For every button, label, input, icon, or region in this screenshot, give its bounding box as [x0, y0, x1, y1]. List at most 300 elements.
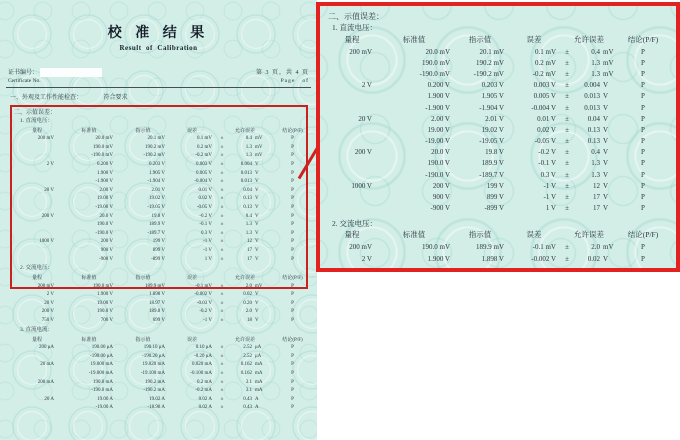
- standard-value-cell: 0.200 V: [96, 162, 113, 168]
- allowed-error-unit: V: [255, 179, 259, 185]
- indicated-value-cell: 19.02 V: [148, 196, 165, 202]
- allowed-error-unit: V: [603, 81, 609, 90]
- allowed-error-unit: V: [603, 204, 609, 213]
- allowed-error-cell: [216, 257, 274, 262]
- table-row: [328, 169, 668, 180]
- plus-minus-sign: ±: [565, 254, 569, 263]
- conclusion-cell: P: [291, 405, 294, 411]
- indicated-value-cell: -19.05 V: [479, 137, 504, 146]
- page-subtitle: Result of Calibration: [119, 44, 198, 52]
- table-row: [14, 282, 311, 291]
- error-cell: 0.003 V: [533, 81, 556, 90]
- table-header-row: [14, 273, 311, 282]
- range-cell: 200 V: [41, 213, 54, 219]
- allowed-error-value: 1.3: [245, 153, 252, 159]
- conclusion-cell: P: [291, 230, 294, 236]
- allowed-error-unit: V: [255, 162, 259, 168]
- allowed-error-value: 0.4: [591, 47, 600, 56]
- indicated-value-cell: -1.904 V: [479, 103, 504, 112]
- result-section: [14, 327, 311, 412]
- header-conclusion: 结论(P/F): [282, 337, 303, 343]
- indicated-value-cell: -190.20 μA: [142, 353, 165, 359]
- allowed-error-value: 0.4: [591, 148, 600, 157]
- allowed-error-cell: [560, 48, 618, 56]
- error-cell: -0.1 mV: [532, 242, 556, 251]
- plus-minus-sign: ±: [220, 196, 224, 202]
- error-cell: -0.2 mV: [532, 69, 556, 78]
- standard-value-cell: 19.00 V: [427, 125, 450, 134]
- table-row: [14, 291, 311, 300]
- allowed-error-unit: A: [255, 405, 259, 411]
- table-row: [328, 102, 668, 113]
- table-rows: [14, 135, 311, 264]
- standard-value-cell: 1.900 V: [427, 254, 450, 263]
- table-rows: [14, 282, 311, 325]
- allowed-error-cell: [216, 405, 274, 410]
- header-conclusion: 结论(P/F): [282, 276, 303, 282]
- allowed-error-value: 2.0: [245, 283, 252, 289]
- allowed-error-value: 2.52: [243, 353, 252, 359]
- allowed-error-unit: V: [255, 300, 259, 306]
- conclusion-cell: P: [641, 137, 645, 146]
- section-title: 1. 直流电压：: [332, 23, 377, 32]
- table-row: [14, 255, 311, 264]
- header-range: 量程: [344, 230, 360, 240]
- allowed-error-value: 0.43: [243, 405, 252, 411]
- result-sections: [14, 118, 311, 412]
- conclusion-cell: P: [291, 345, 294, 351]
- table-row: [14, 299, 311, 308]
- allowed-error-cell: [560, 171, 618, 179]
- allowed-error-value: 0.013: [584, 92, 600, 101]
- allowed-error-value: 0.02: [587, 254, 600, 263]
- appearance-check-line: [10, 92, 317, 101]
- indicated-value-cell: 199 V: [152, 239, 165, 245]
- allowed-error-value: 0.004: [240, 162, 252, 168]
- error-cell: 0.2 mV: [535, 58, 556, 67]
- table-row: [328, 158, 668, 169]
- allowed-error-cell: [216, 354, 274, 359]
- plus-minus-sign: ±: [220, 153, 224, 159]
- conclusion-cell: P: [641, 58, 645, 67]
- range-cell: 200 V: [354, 148, 372, 157]
- plus-minus-sign: ±: [220, 362, 224, 368]
- header-error: 误差: [186, 337, 197, 343]
- conclusion-cell: P: [641, 204, 645, 213]
- allowed-error-cell: [216, 179, 274, 184]
- plus-minus-sign: ±: [565, 181, 569, 190]
- header-allowed-error: 允许误差: [234, 276, 255, 282]
- error-cell: -1 V: [203, 239, 212, 245]
- plus-minus-sign: ±: [220, 187, 224, 193]
- table-header-row: [328, 229, 668, 241]
- conclusion-cell: P: [291, 213, 294, 219]
- conclusion-cell: P: [291, 396, 294, 402]
- result-section: [14, 118, 311, 263]
- standard-value-cell: 190.0 V: [96, 222, 113, 228]
- indicated-value-cell: -190.2 mA: [143, 388, 165, 394]
- table-row: [14, 386, 311, 395]
- table-row: [14, 404, 311, 413]
- standard-value-cell: -190.0 mA: [91, 388, 113, 394]
- conclusion-cell: P: [291, 205, 294, 211]
- header-indicated-value: 指示值: [468, 35, 492, 44]
- error-cell: -0.004 V: [531, 103, 556, 112]
- standard-value-cell: 200 V: [100, 239, 113, 245]
- table-row: [328, 136, 668, 147]
- indicated-value-cell: 189.9 mV: [476, 242, 504, 251]
- header-allowed-error: 允许误差: [234, 337, 255, 343]
- standard-value-cell: 190.0 mV: [422, 242, 450, 251]
- error-cell: 0.1 mV: [197, 136, 212, 142]
- plus-minus-sign: ±: [565, 103, 569, 112]
- allowed-error-value: 12: [247, 239, 252, 245]
- error-cell: -0.2 mA: [195, 388, 212, 394]
- table-row: [14, 169, 311, 178]
- plus-minus-sign: ±: [565, 159, 569, 168]
- standard-value-cell: -900 V: [99, 256, 113, 262]
- table-row: [14, 343, 311, 352]
- allowed-error-cell: [216, 362, 274, 367]
- allowed-error-unit: mV: [603, 242, 614, 251]
- error-cell: 0.2 mA: [197, 379, 212, 385]
- indicated-value-cell: 190.2 mA: [145, 379, 165, 385]
- allowed-error-cell: [216, 248, 274, 253]
- allowed-error-value: 2.0: [591, 242, 600, 251]
- cert-no-label-cn: 证书编号：: [8, 69, 39, 76]
- indicated-value-cell: -1.904 V: [147, 179, 165, 185]
- header-error: 误差: [186, 128, 197, 134]
- conclusion-cell: P: [291, 179, 294, 185]
- plus-minus-sign: ±: [565, 148, 569, 157]
- allowed-error-unit: V: [603, 254, 609, 263]
- range-cell: 200 mV: [349, 47, 372, 56]
- table-row: [14, 229, 311, 238]
- conclusion-cell: P: [291, 170, 294, 176]
- plus-minus-sign: ±: [220, 292, 224, 298]
- plus-minus-sign: ±: [220, 239, 224, 245]
- allowed-error-unit: V: [255, 187, 259, 193]
- standard-value-cell: 2.00 V: [99, 187, 113, 193]
- allowed-error-unit: V: [255, 248, 259, 254]
- indicated-value-cell: 0.203 V: [481, 81, 504, 90]
- error-cell: 0.003 V: [195, 162, 212, 168]
- conclusion-cell: P: [641, 92, 645, 101]
- conclusion-cell: P: [291, 388, 294, 394]
- allowed-error-cell: [560, 255, 618, 263]
- allowed-error-unit: A: [255, 396, 259, 402]
- table-header-row: [328, 33, 668, 46]
- indicated-value-cell: 699 V: [152, 318, 165, 324]
- section-title: 2. 交流电压：: [20, 265, 54, 272]
- conclusion-cell: P: [291, 196, 294, 202]
- table-row: [328, 180, 668, 191]
- allowed-error-unit: V: [603, 170, 609, 179]
- conclusion-cell: P: [291, 353, 294, 359]
- allowed-error-cell: [216, 136, 274, 141]
- error-cell: -0.2 V: [199, 309, 212, 315]
- certificate-page: [0, 0, 317, 440]
- allowed-error-unit: μA: [255, 345, 262, 351]
- plus-minus-sign: ±: [565, 204, 569, 213]
- conclusion-cell: P: [291, 362, 294, 368]
- table-header-row: [14, 126, 311, 135]
- error-cell: -0.05 V: [196, 205, 212, 211]
- indicated-value-cell: -18.98 A: [147, 405, 165, 411]
- allowed-error-value: 17: [247, 248, 252, 254]
- allowed-error-cell: [560, 70, 618, 78]
- section-title: 2. 交流电压：: [332, 218, 377, 228]
- allowed-error-cell: [216, 301, 274, 306]
- standard-value-cell: -1.900 V: [425, 103, 450, 112]
- allowed-error-unit: V: [255, 309, 259, 315]
- allowed-error-unit: V: [603, 159, 609, 168]
- plus-minus-sign: ±: [565, 125, 569, 134]
- allowed-error-unit: V: [603, 193, 609, 202]
- plus-minus-sign: ±: [220, 309, 224, 315]
- table-row: [328, 147, 668, 158]
- standard-value-cell: 190.00 μA: [91, 345, 113, 351]
- indicated-value-cell: 189.8 V: [148, 309, 165, 315]
- table-row: [14, 369, 311, 378]
- allowed-error-unit: mV: [603, 58, 614, 67]
- range-cell: 2 V: [361, 81, 372, 90]
- allowed-error-unit: V: [603, 125, 609, 134]
- allowed-error-value: 0.04: [243, 187, 252, 193]
- zoom-panel: [316, 2, 680, 272]
- allowed-error-unit: V: [255, 170, 259, 176]
- header-indicated-value: 指示值: [135, 128, 151, 134]
- indication-error-heading: 二、示值误差：: [14, 110, 57, 116]
- range-cell: 20 V: [358, 114, 372, 123]
- indicated-value-cell: -190.2 mV: [143, 153, 165, 159]
- conclusion-cell: P: [291, 136, 294, 142]
- range-cell: 20 mA: [40, 362, 54, 368]
- range-cell: 20 V: [44, 187, 54, 193]
- section-title: 1. 直流电压：: [20, 118, 54, 124]
- plus-minus-sign: ±: [220, 248, 224, 254]
- standard-value-cell: -19.00 V: [425, 137, 450, 146]
- error-cell: -0.2 V: [538, 148, 556, 157]
- allowed-error-value: 0.013: [240, 179, 252, 185]
- conclusion-cell: P: [641, 69, 645, 78]
- allowed-error-cell: [216, 145, 274, 150]
- standard-value-cell: 19.00 A: [97, 396, 113, 402]
- allowed-error-unit: mV: [255, 153, 263, 159]
- header-standard-value: 标准值: [81, 128, 97, 134]
- allowed-error-unit: mV: [255, 144, 263, 150]
- header-error: 误差: [186, 276, 197, 282]
- plus-minus-sign: ±: [220, 179, 224, 185]
- header-conclusion: 结论(P/F): [282, 128, 303, 134]
- plus-minus-sign: ±: [220, 353, 224, 359]
- error-cell: 0.005 V: [533, 92, 556, 101]
- table-row: [14, 361, 311, 370]
- plus-minus-sign: ±: [565, 193, 569, 202]
- indicated-value-cell: 190.10 μA: [143, 345, 165, 351]
- allowed-error-value: 17: [247, 256, 252, 262]
- error-cell: 0.02 A: [198, 405, 212, 411]
- error-cell: 1 V: [204, 256, 212, 262]
- allowed-error-cell: [560, 104, 618, 112]
- header-range: 量程: [31, 337, 42, 343]
- range-cell: 20 A: [44, 396, 54, 402]
- conclusion-cell: P: [641, 81, 645, 90]
- standard-value-cell: 1.900 V: [96, 292, 113, 298]
- indicated-value-cell: 2.01 V: [151, 187, 165, 193]
- page-number-en: Page of: [280, 78, 309, 84]
- standard-value-cell: 200 V: [432, 181, 450, 190]
- divider-line: [6, 87, 311, 88]
- conclusion-cell: P: [641, 114, 645, 123]
- range-cell: 750 V: [41, 318, 54, 324]
- allowed-error-unit: V: [603, 137, 609, 146]
- allowed-error-cell: [216, 345, 274, 350]
- error-cell: 0.020 mA: [192, 362, 212, 368]
- indicated-value-cell: 199 V: [486, 181, 504, 190]
- plus-minus-sign: ±: [220, 318, 224, 324]
- error-cell: 0.1 mV: [535, 47, 556, 56]
- error-cell: 0.3 V: [200, 230, 212, 236]
- error-cell: 0.01 V: [198, 187, 212, 193]
- range-cell: 200 mV: [349, 242, 372, 251]
- indicated-value-cell: 2.01 V: [485, 114, 504, 123]
- table-row: [14, 186, 311, 195]
- plus-minus-sign: ±: [220, 405, 224, 411]
- table-rows: [14, 343, 311, 412]
- allowed-error-cell: [216, 318, 274, 323]
- section-title: 3. 直流电流：: [20, 326, 54, 333]
- allowed-error-cell: [216, 388, 274, 393]
- allowed-error-unit: mV: [603, 47, 614, 56]
- standard-value-cell: 190.0 mV: [93, 283, 113, 289]
- error-cell: -0.2 mV: [195, 153, 212, 159]
- zoom-indication-error-heading: 二、示值误差：: [328, 12, 384, 21]
- allowed-error-unit: mA: [255, 388, 263, 394]
- standard-value-cell: -19.00 V: [95, 205, 113, 211]
- indicated-value-cell: 19.02 V: [481, 125, 504, 134]
- allowed-error-value: 0.13: [587, 125, 600, 134]
- allowed-error-value: 0.162: [240, 362, 252, 368]
- range-cell: 200 mV: [37, 283, 54, 289]
- standard-value-cell: 2.00 V: [431, 114, 450, 123]
- indicated-value-cell: -899 V: [484, 204, 504, 213]
- table-row: [14, 220, 311, 229]
- header-conclusion: 结论(P/F): [627, 35, 659, 44]
- allowed-error-cell: [216, 292, 274, 297]
- conclusion-cell: P: [291, 370, 294, 376]
- plus-minus-sign: ±: [220, 136, 224, 142]
- range-cell: 20 V: [44, 300, 54, 306]
- error-cell: -0.1 mV: [195, 283, 212, 289]
- range-cell: 200 mA: [37, 379, 54, 385]
- allowed-error-value: 0.02: [243, 292, 252, 298]
- allowed-error-value: 0.004: [584, 81, 600, 90]
- error-cell: -0.03 V: [196, 300, 212, 306]
- plus-minus-sign: ±: [220, 388, 224, 394]
- conclusion-cell: P: [291, 153, 294, 159]
- indicated-value-cell: 19.8 V: [151, 213, 165, 219]
- standard-value-cell: 190.0 V: [427, 159, 450, 168]
- allowed-error-unit: V: [255, 292, 259, 298]
- header-allowed-error: 允许误差: [234, 128, 255, 134]
- header-indicated-value: 指示值: [135, 276, 151, 282]
- allowed-error-value: 1.3: [591, 170, 600, 179]
- error-cell: -1 V: [203, 248, 212, 254]
- allowed-error-unit: V: [603, 103, 609, 112]
- range-cell: 200 μA: [38, 345, 54, 351]
- indicated-value-cell: 899 V: [152, 248, 165, 254]
- standard-value-cell: -900 V: [430, 204, 450, 213]
- header-standard-value: 标准值: [402, 35, 426, 44]
- allowed-error-cell: [216, 222, 274, 227]
- conclusion-cell: P: [291, 256, 294, 262]
- plus-minus-sign: ±: [565, 58, 569, 67]
- plus-minus-sign: ±: [565, 92, 569, 101]
- indicated-value-cell: 190.2 mV: [145, 144, 165, 150]
- allowed-error-value: 17: [593, 204, 600, 213]
- conclusion-cell: P: [291, 187, 294, 193]
- header-range: 量程: [31, 276, 42, 282]
- conclusion-cell: P: [641, 254, 645, 263]
- indicated-value-cell: -19.05 V: [147, 205, 165, 211]
- plus-minus-sign: ±: [220, 396, 224, 402]
- standard-value-cell: 19.00 V: [96, 196, 113, 202]
- header-error: 误差: [526, 35, 542, 44]
- plus-minus-sign: ±: [220, 162, 224, 168]
- conclusion-cell: P: [641, 103, 645, 112]
- standard-value-cell: 900 V: [100, 248, 113, 254]
- table-row: [14, 203, 311, 212]
- error-cell: 0.02 A: [198, 396, 212, 402]
- table-row: [14, 195, 311, 204]
- page-number-cn: 第 3 页，共 4 页: [255, 70, 309, 76]
- indicated-value-cell: 1.898 V: [148, 292, 165, 298]
- allowed-error-unit: mV: [255, 283, 263, 289]
- table-row: [14, 152, 311, 161]
- allowed-error-value: 0.013: [584, 103, 600, 112]
- range-cell: 1000 V: [39, 239, 54, 245]
- cert-no-label-en: Certificate No.: [8, 78, 41, 84]
- indicated-value-cell: 1.905 V: [148, 170, 165, 176]
- allowed-error-cell: [216, 380, 274, 385]
- standard-value-cell: 190.0 mV: [422, 58, 450, 67]
- allowed-error-cell: [560, 81, 618, 89]
- conclusion-cell: P: [641, 125, 645, 134]
- allowed-error-unit: V: [255, 196, 259, 202]
- conclusion-cell: P: [291, 248, 294, 254]
- allowed-error-cell: [216, 397, 274, 402]
- standard-value-cell: 190.0 mA: [93, 379, 113, 385]
- plus-minus-sign: ±: [220, 213, 224, 219]
- indicated-value-cell: 899 V: [486, 193, 504, 202]
- standard-value-cell: 19.000 mA: [90, 362, 113, 368]
- allowed-error-unit: V: [603, 114, 609, 123]
- error-cell: -0.004 V: [194, 179, 212, 185]
- conclusion-cell: P: [291, 309, 294, 315]
- error-cell: -0.1 V: [538, 159, 556, 168]
- appearance-check-result: 符合要求: [103, 95, 128, 101]
- allowed-error-unit: mA: [255, 362, 263, 368]
- plus-minus-sign: ±: [220, 205, 224, 211]
- range-cell: 200 V: [41, 309, 54, 315]
- allowed-error-cell: [216, 196, 274, 201]
- error-cell: -0.002 V: [194, 292, 212, 298]
- allowed-error-unit: V: [255, 239, 259, 245]
- allowed-error-cell: [216, 239, 274, 244]
- header-allowed-error: 允许误差: [574, 35, 604, 44]
- table-header-row: [14, 335, 311, 344]
